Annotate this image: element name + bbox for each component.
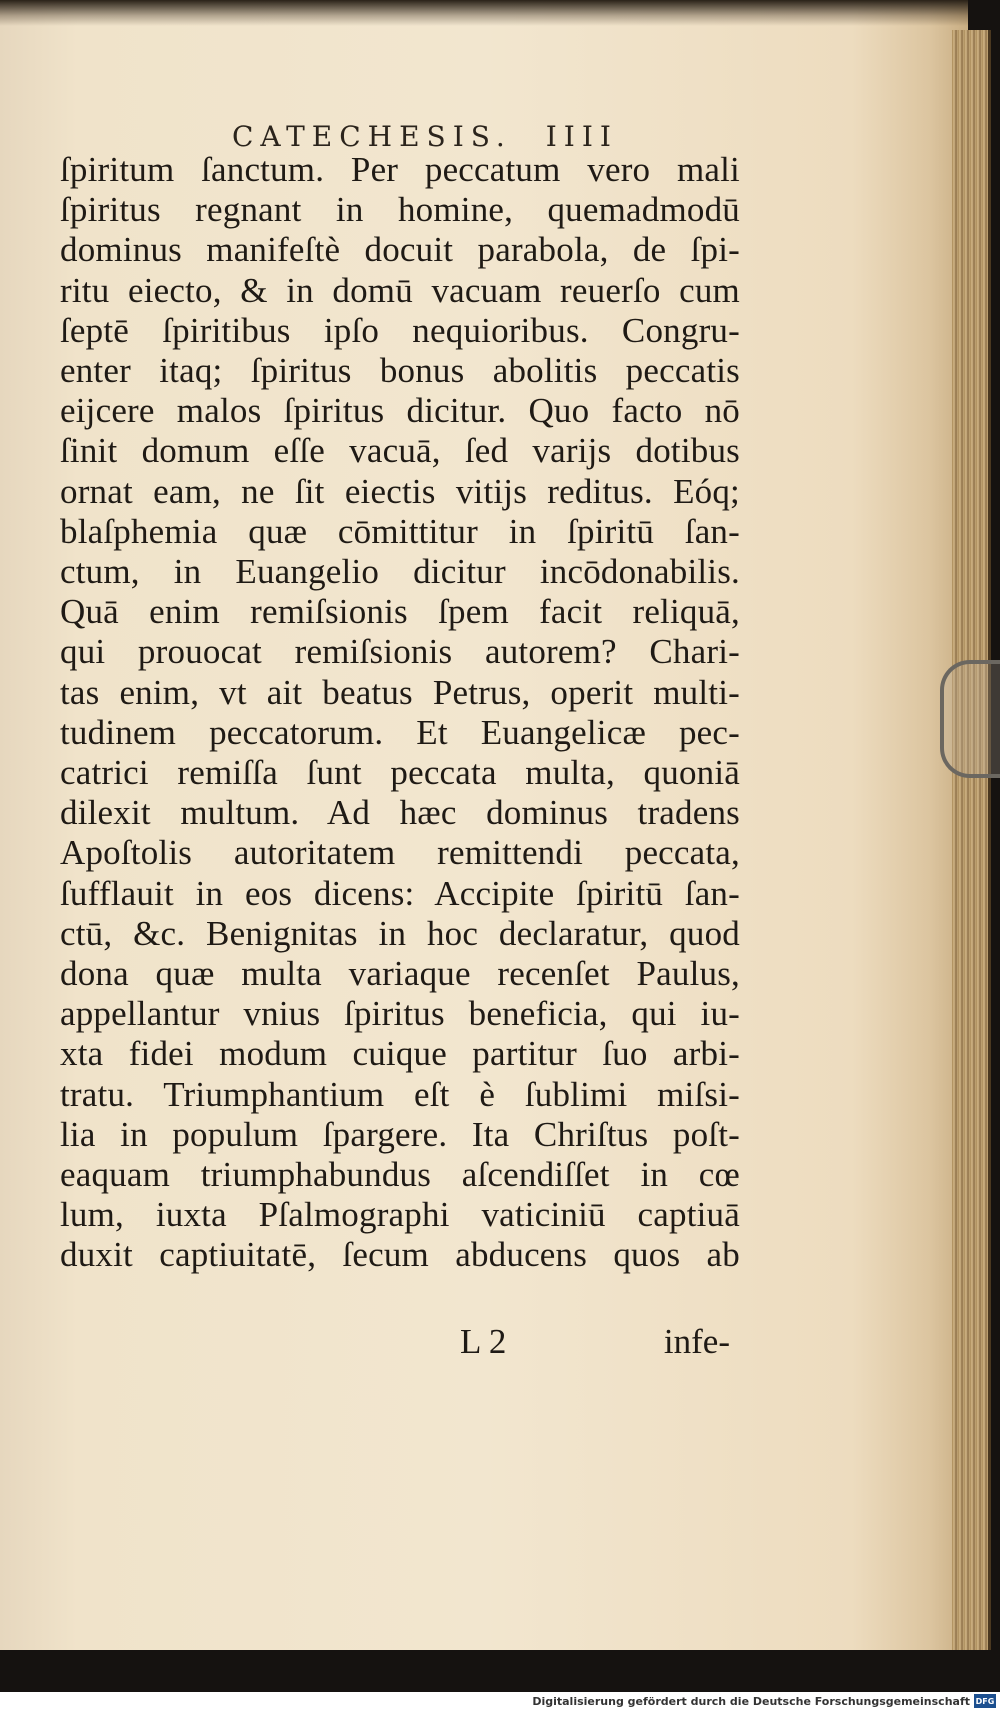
text-line: ctū, &c. Benignitas in hoc declaratur, quod: [60, 913, 740, 953]
text-line: tas enim, vt ait beatus Petrus, operit multi-: [60, 672, 740, 712]
text-line: blaſphemia quæ cōmittitur in ſpiritū ſan-: [60, 511, 740, 551]
text-line: dominus manifeſtè docuit parabola, de ſpi-: [60, 230, 740, 270]
digitization-credit: Digitalisierung gefördert durch die Deutsche Forschungsgemeinschaft: [532, 1695, 970, 1708]
text-line: ſufflauit in eos dicens: Accipite ſpiritū ſan-: [60, 873, 740, 913]
text-line: xta fidei modum cuique partitur ſuo arbi-: [60, 1034, 740, 1074]
body-text: [60, 150, 740, 1276]
text-line: Quā enim remiſsionis ſpem facit reliquā,: [60, 592, 740, 632]
text-line: ſpiritus regnant in homine, quemadmodū: [60, 190, 740, 230]
running-head-title: CATECHESIS.: [232, 120, 512, 153]
text-line: Apoſtolis autoritatem remittendi peccata,: [60, 833, 740, 873]
text-line: lum, iuxta Pſalmographi vaticiniū captiuā: [60, 1195, 740, 1235]
text-line: tudinem peccatorum. Et Euangelicæ pec-: [60, 712, 740, 752]
folio-number: IIII: [545, 120, 618, 153]
text-line: enter itaq; ſpiritus bonus abolitis peccatis: [60, 351, 740, 391]
text-line: ctum, in Euangelio dicitur incōdonabilis.: [60, 552, 740, 592]
text-line: ſeptē ſpiritibus ipſo nequioribus. Congru-: [60, 310, 740, 350]
text-line: qui prouocat remiſsionis autorem? Chari-: [60, 632, 740, 672]
page-top-shadow: [0, 0, 968, 26]
text-line: ritu eiecto, & in domū vacuam reuerſo cum: [60, 270, 740, 310]
text-line: ſpiritum ſanctum. Per peccatum vero mali: [60, 150, 740, 189]
text-line: dilexit multum. Ad hæc dominus tradens: [60, 793, 740, 833]
book-clasp: [940, 660, 1000, 778]
page-edges: [952, 30, 991, 1650]
catchword: infe-: [663, 1322, 730, 1361]
text-line: duxit captiuitatē, ſecum abducens quos ab: [60, 1235, 740, 1275]
text-line: tratu. Triumphantium eſt è ſublimi miſsi-: [60, 1074, 740, 1114]
text-line: ſinit domum eſſe vacuā, ſed varijs dotibus: [60, 431, 740, 471]
text-line: catrici remiſſa ſunt peccata multa, quoniā: [60, 753, 740, 793]
dfg-logo-icon: DFG: [974, 1694, 996, 1708]
signature-line: [460, 1322, 730, 1362]
text-line: ornat eam, ne ſit eiectis vitijs reditus. Eóq;: [60, 471, 740, 511]
text-line: lia in populum ſpargere. Ita Chriſtus poſt-: [60, 1114, 740, 1154]
text-line: appellantur vnius ſpiritus beneficia, qui iu-: [60, 994, 740, 1034]
text-line: dona quæ multa variaque recenſet Paulus,: [60, 954, 740, 994]
text-line: eaquam triumphabundus aſcendiſſet in cœ: [60, 1155, 740, 1195]
running-head: [232, 120, 618, 153]
text-line: eijcere malos ſpiritus dicitur. Quo facto nō: [60, 391, 740, 431]
signature-mark: L 2: [460, 1322, 507, 1361]
